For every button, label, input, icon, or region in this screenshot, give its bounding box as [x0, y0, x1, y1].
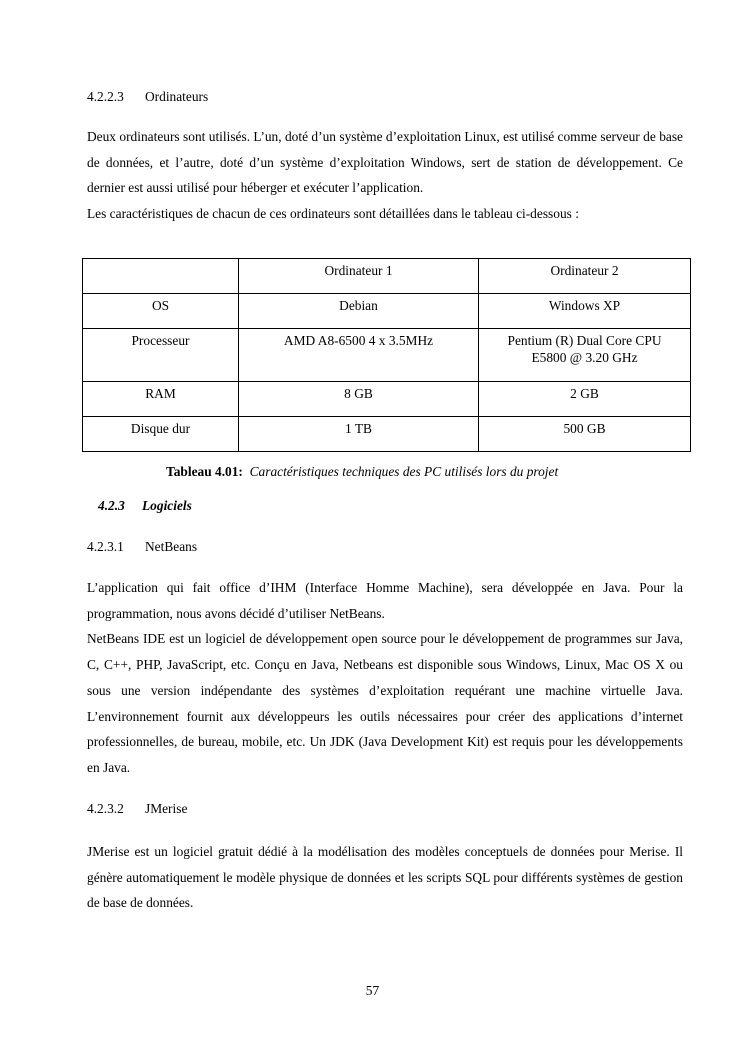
netbeans-paragraph-block — [87, 575, 683, 781]
heading-netbeans — [87, 539, 197, 555]
table-cell: OS — [83, 294, 239, 329]
table-cell: Disque dur — [83, 417, 239, 452]
heading-logiciels — [98, 498, 192, 514]
heading-title: Ordinateurs — [145, 89, 209, 104]
table-header-cell — [83, 259, 239, 294]
table-caption — [166, 464, 558, 480]
table-cell: 500 GB — [479, 417, 691, 452]
heading-number: 4.2.3.2 — [87, 801, 124, 816]
table-cell: RAM — [83, 382, 239, 417]
heading-title: Logiciels — [142, 498, 192, 513]
table-cell: Debian — [239, 294, 479, 329]
intro-paragraph: Deux ordinateurs sont utilisés. L’un, doté d’un système d’exploitation Linux, est utilisé comme serveur de base de données, et l’autre, doté d’un système d’exploitation Windows, sert de station de développement. Ce dernier est aussi utilisé pour héberger et exécuter l’application. — [87, 129, 683, 196]
table-header-cell: Ordinateur 2 — [479, 259, 691, 294]
table-cell: Pentium (R) Dual Core CPU E5800 @ 3.20 GHz — [479, 329, 691, 382]
table-intro-sentence: Les caractéristiques de chacun de ces ordinateurs sont détaillées dans le tableau ci-dessous : — [87, 206, 579, 222]
page-number: 57 — [365, 983, 380, 998]
heading-title: NetBeans — [145, 539, 198, 554]
table-cell: 2 GB — [479, 382, 691, 417]
jmerise-paragraph: JMerise est un logiciel gratuit dédié à la modélisation des modèles conceptuels de données pour Merise. Il génère automatiquement le modèle physique de données et les scripts SQL pour différents systèmes de gestion de base de données. — [87, 844, 683, 911]
table-row — [83, 329, 691, 382]
heading-title: JMerise — [145, 801, 188, 816]
heading-number: 4.2.2.3 — [87, 89, 124, 104]
heading-jmerise — [87, 801, 187, 817]
table-row — [83, 294, 691, 329]
netbeans-paragraph-2: NetBeans IDE est un logiciel de développement open source pour le développement de programmes sur Java, C, C++, PHP, JavaScript, etc. Conçu en Java, Netbeans est disponible sous Windows, Linux, Mac OS X ou sous une version indépendante des systèmes d’exploitation requérant une machine virtuelle Java. L’environnement fournit aux développeurs les outils nécessaires pour créer des applications d’internet professionnelles, de bureau, mobile, etc. Un JDK (Java Development Kit) est requis pour les développements en Java. — [87, 631, 683, 775]
table-header-row — [83, 259, 691, 294]
table-cell: AMD A8-6500 4 x 3.5MHz — [239, 329, 479, 382]
heading-number: 4.2.3 — [98, 498, 125, 513]
table-cell: Processeur — [83, 329, 239, 382]
netbeans-paragraph-1: L’application qui fait office d’IHM (Interface Homme Machine), sera développée en Java. Pour la programmation, nous avons décidé d’utiliser NetBeans. — [87, 580, 683, 621]
caption-label: Tableau 4.01: — [166, 464, 243, 479]
caption-text: Caractéristiques techniques des PC utilisés lors du projet — [249, 464, 559, 479]
heading-number: 4.2.3.1 — [87, 539, 124, 554]
specs-table — [82, 258, 691, 452]
table-cell: 1 TB — [239, 417, 479, 452]
table-row — [83, 382, 691, 417]
heading-ordinateurs — [87, 89, 208, 105]
jmerise-paragraph-block — [87, 839, 683, 916]
table-cell: Windows XP — [479, 294, 691, 329]
table-cell: 8 GB — [239, 382, 479, 417]
intro-paragraph-block — [87, 124, 683, 227]
table-row — [83, 417, 691, 452]
table-header-cell: Ordinateur 1 — [239, 259, 479, 294]
